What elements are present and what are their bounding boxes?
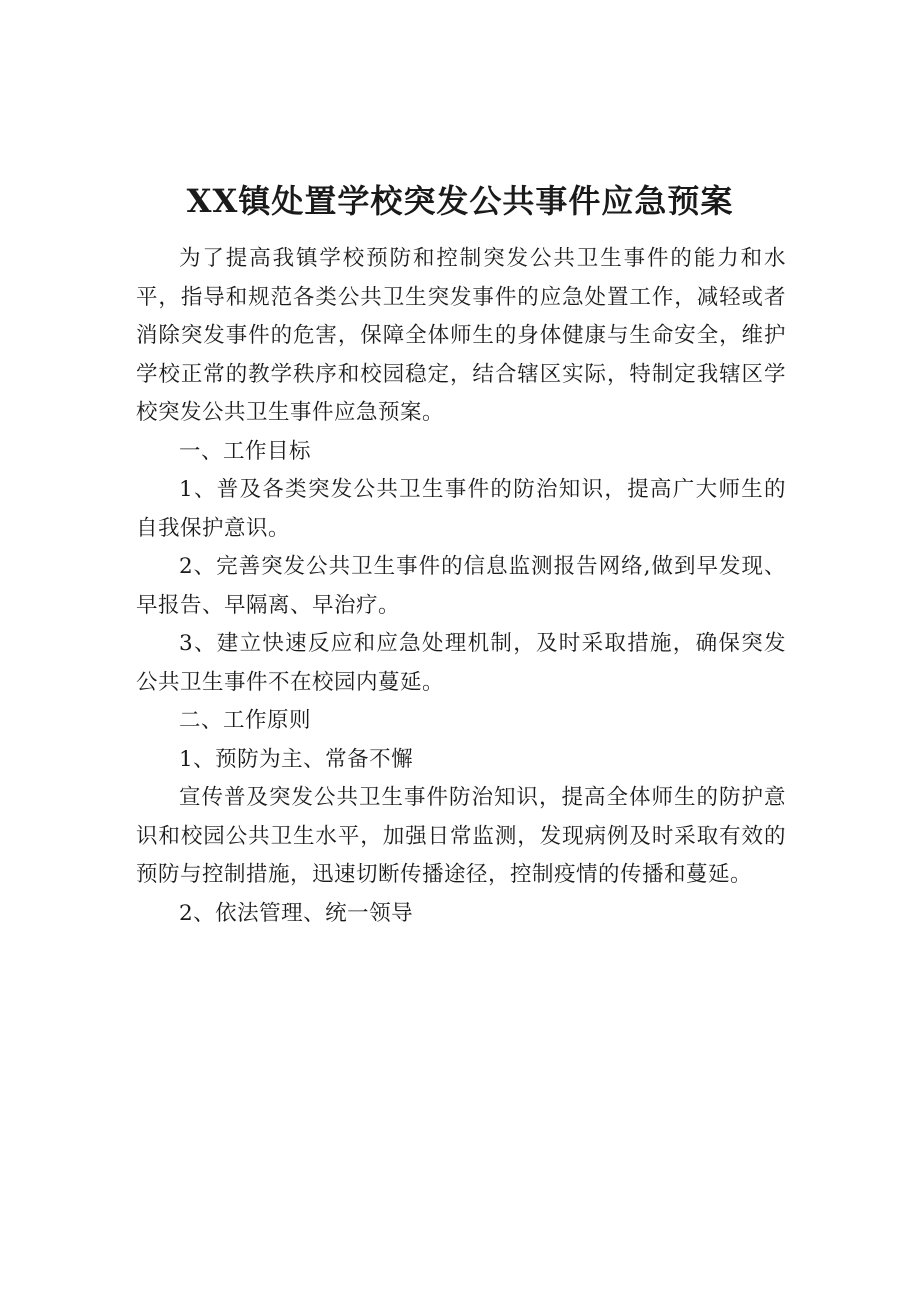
goal-item-1: 1、普及各类突发公共卫生事件的防治知识，提高广大师生的自我保护意识。 [136, 477, 786, 541]
intro-paragraph: 为了提高我镇学校预防和控制突发公共卫生事件的能力和水平，指导和规范各类公共卫生突发事件的应急处置工作，减轻或者消除突发事件的危害，保障全体师生的身体健康与生命安全，维护学校正常的教学秩序和校园稳定，结合辖区实际，特制定我辖区学校突发公共卫生事件应急预案。 [136, 246, 786, 425]
principle-heading-1: 1、预防为主、常备不懈 [179, 746, 414, 772]
document-body [136, 240, 786, 933]
principle-paragraph-1: 宣传普及突发公共卫生事件防治知识，提高全体师生的防护意识和校园公共卫生水平，加强日常监测，发现病例及时采取有效的预防与控制措施，迅速切断传播途径，控制疫情的传播和蔓延。 [136, 785, 786, 887]
section-heading-principles: 二、工作原则 [179, 708, 312, 733]
document-title: XX镇处置学校突发公共事件应急预案 [186, 182, 734, 220]
principle-heading-2: 2、依法管理、统一领导 [179, 900, 414, 926]
section-heading-goals: 一、工作目标 [179, 438, 312, 464]
goal-item-3: 3、建立快速反应和应急处理机制，及时采取措施，确保突发公共卫生事件不在校园内蔓延。 [136, 631, 786, 695]
goal-item-2: 2、完善突发公共卫生事件的信息监测报告网络,做到早发现、早报告、早隔离、早治疗。 [136, 554, 786, 618]
